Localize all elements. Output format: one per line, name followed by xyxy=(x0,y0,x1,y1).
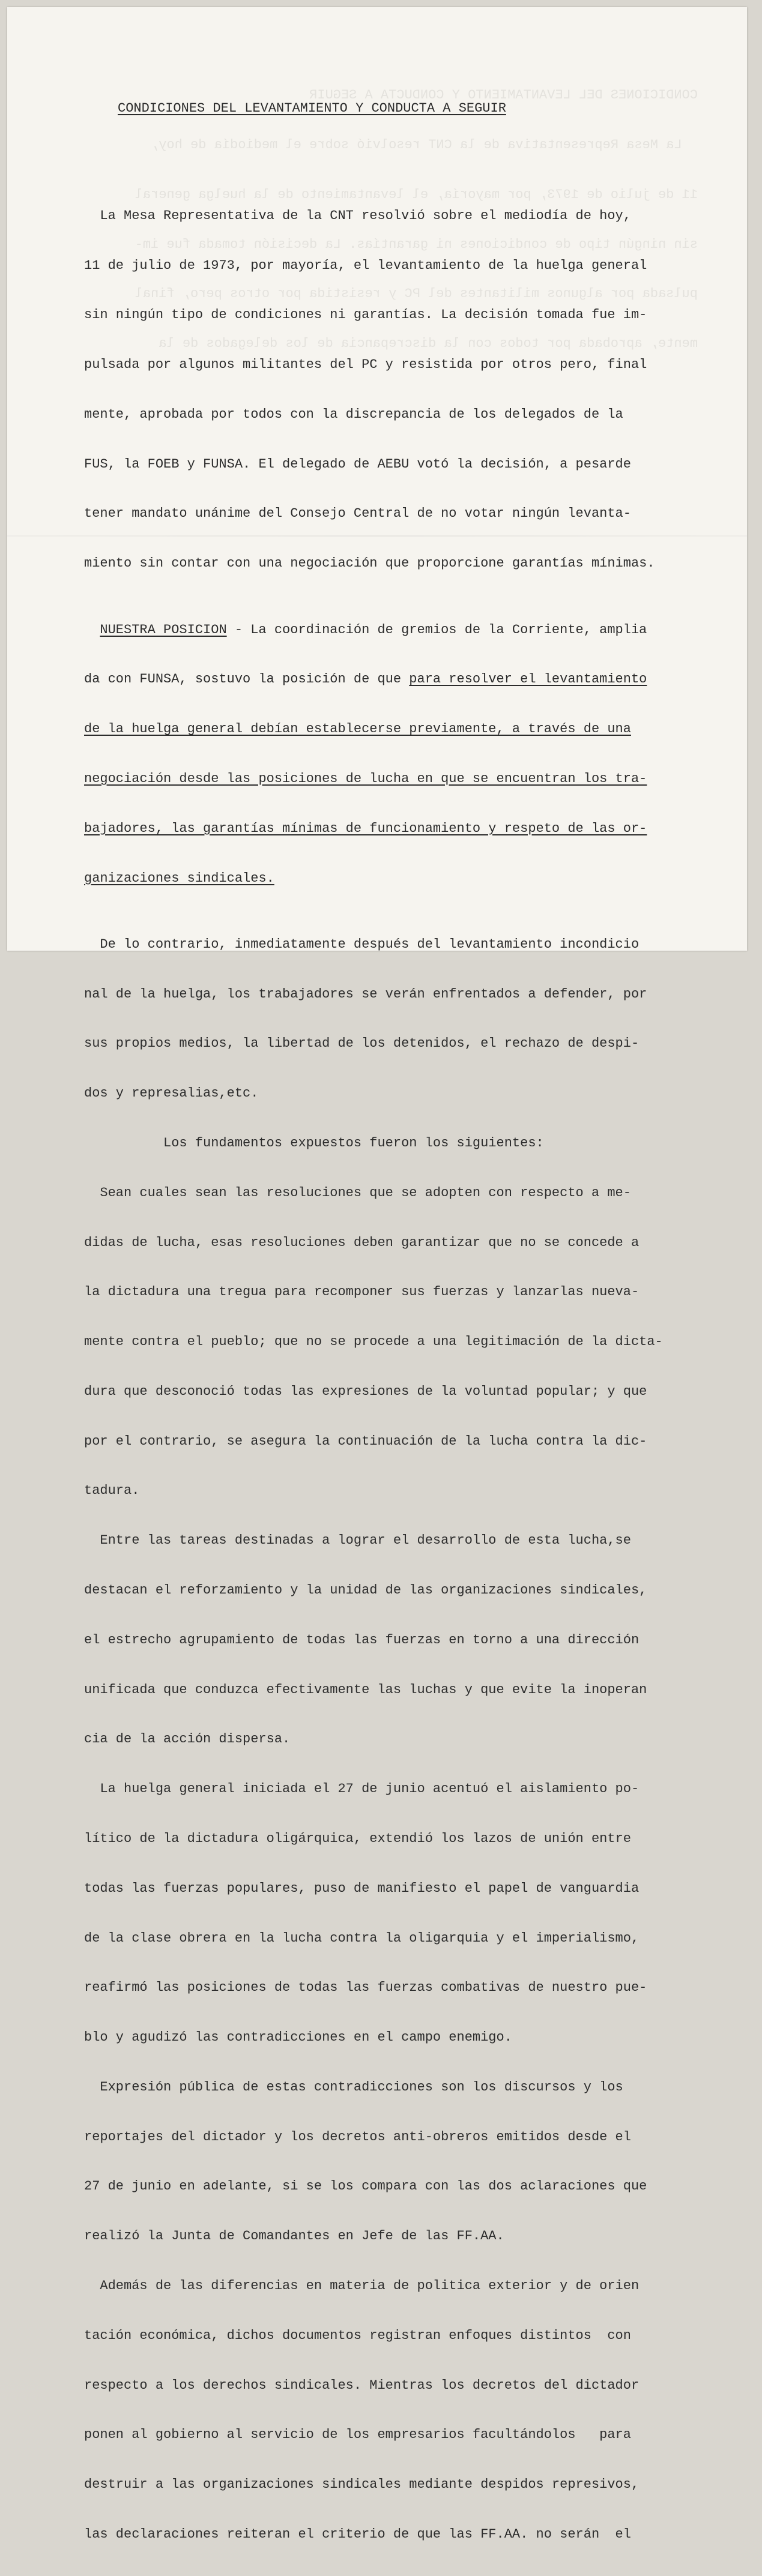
text-line: ponen al gobierno al servicio de los empresarios facultándolos para xyxy=(84,2427,631,2443)
bleed-line: sin ningún tipo de condiciones ni garantías. La decisión tomada fue im- xyxy=(135,236,698,252)
text-line: destacan el reforzamiento y la unidad de las organizaciones sindicales, xyxy=(84,1583,647,1598)
text-line: De lo contrario, inmediatamente después del levantamiento incondicio xyxy=(84,936,640,952)
text-line: La huelga general iniciada el 27 de junio acentuó el aislamiento po- xyxy=(84,1781,640,1797)
text-line: todas las fuerzas populares, puso de manifiesto el papel de vanguardia xyxy=(84,1880,640,1896)
text-line: mente contra el pueblo; que no se procede a una legitimación de la dicta- xyxy=(84,1334,663,1350)
bleed-line: pulsada por algunos militantes del PC y resistida por otros pero, final xyxy=(135,286,698,302)
posicion-line xyxy=(84,622,703,639)
underlined-text-line: negociación desde las posiciones de lucha en que se encuentran los tra- xyxy=(84,771,647,786)
underlined-text: para resolver el levantamiento xyxy=(409,672,647,687)
text-line: Expresión pública de estas contradicciones son los discursos y los xyxy=(84,2079,623,2095)
text-line: realizó la Junta de Comandantes en Jefe de las FF.AA. xyxy=(84,2228,504,2244)
bleed-line: 11 de julio de 1973, por mayoría, el levantamiento de la huelga general xyxy=(135,187,698,202)
text-line: reportajes del dictador y los decretos anti-obreros emitidos desde el xyxy=(84,2129,631,2144)
posicion-text: - La coordinación de gremios de la Corriente, amplia xyxy=(226,622,647,637)
text-line: pulsada por algunos militantes del PC y resistida por otros pero, final xyxy=(84,357,647,373)
text-line: el estrecho agrupamiento de todas las fuerzas en torno a una dirección xyxy=(84,1632,640,1648)
underlined-text-line: de la huelga general debían establecerse previamente, a través de una xyxy=(84,721,631,737)
document-title: CONDICIONES DEL LEVANTAMIENTO Y CONDUCTA A SEGUIR xyxy=(118,101,506,116)
bleed-line: La Mesa Representativa de la CNT resolvió sobre el mediodía de hoy, xyxy=(151,137,698,152)
text-line: destruir a las organizaciones sindicales mediante despidos represivos, xyxy=(84,2477,640,2493)
text-line: Además de las diferencias en materia de politica exterior y de orien xyxy=(84,2278,640,2293)
text-line: dos y represalias,etc. xyxy=(84,1086,259,1101)
text-line: sus propios medios, la libertad de los detenidos, el rechazo de despi- xyxy=(84,1036,640,1052)
text-line: sin ningún tipo de condiciones ni garantías. La decisión tomada fue im- xyxy=(84,307,647,323)
text-line: Sean cuales sean las resoluciones que se adopten con respecto a me- xyxy=(84,1185,631,1200)
text-line: reafirmó las posiciones de todas las fuerzas combativas de nuestro pue- xyxy=(84,1980,647,1996)
document-page xyxy=(7,7,747,2542)
text-line: miento sin contar con una negociación que proporcione garantías mínimas. xyxy=(84,556,655,571)
text-line: mente, aprobada por todos con la discrepancia de los delegados de la xyxy=(84,406,623,422)
text-line: cia de la acción dispersa. xyxy=(84,1732,291,1747)
text-line: blo y agudizó las contradicciones en el campo enemigo. xyxy=(84,2030,512,2045)
text-line: 11 de julio de 1973, por mayoría, el levantamiento de la huelga general xyxy=(84,257,647,273)
text-line: de la clase obrera en la lucha contra la oligarquia y el imperialismo, xyxy=(84,1930,640,1946)
text-line: respecto a los derechos sindicales. Mientras los decretos del dictador xyxy=(84,2377,640,2393)
underlined-text-line: bajadores, las garantías mínimas de funcionamiento y respeto de las or- xyxy=(84,820,647,836)
typewritten-text xyxy=(84,67,703,2576)
text-line: La Mesa Representativa de la CNT resolvió sobre el mediodía de hoy, xyxy=(84,208,631,223)
text-line: la dictadura una tregua para recomponer sus fuerzas y lanzarlas nueva- xyxy=(84,1284,640,1300)
text-line: las declaraciones reiteran el criterio de que las FF.AA. no serán el xyxy=(84,2526,631,2542)
text-line: unificada que conduzca efectivamente las luchas y que evite la inoperan xyxy=(84,1682,647,1697)
text-line: FUS, la FOEB y FUNSA. El delegado de AEBU votó la decisión, a pesarde xyxy=(84,456,631,472)
bleed-line: CONDICIONES DEL LEVANTAMIENTO Y CONDUCTA A SEGUIR xyxy=(309,88,698,103)
text-line: 27 de junio en adelante, si se los compara con las dos aclaraciones que xyxy=(84,2179,647,2194)
text-line: didas de lucha, esas resoluciones deben garantizar que no se concede a xyxy=(84,1235,640,1250)
underlined-text-line: ganizaciones sindicales. xyxy=(84,870,274,886)
text-line: nal de la huelga, los trabajadores se verán enfrentados a defender, por xyxy=(84,986,647,1002)
text-line: Entre las tareas destinadas a lograr el desarrollo de esta lucha,se xyxy=(84,1533,631,1548)
posicion-heading: NUESTRA POSICION xyxy=(100,622,227,637)
text-line: por el contrario, se asegura la continuación de la lucha contra la dic- xyxy=(84,1433,647,1449)
posicion-line xyxy=(84,671,703,688)
text-line: dura que desconoció todas las expresiones de la voluntad popular; y que xyxy=(84,1383,647,1399)
text-line: tación económica, dichos documentos registran enfoques distintos con xyxy=(84,2328,631,2343)
text-line: Los fundamentos expuestos fueron los siguientes: xyxy=(84,1136,544,1151)
text-line: tener mandato unánime del Consejo Central de no votar ningún levanta- xyxy=(84,506,631,522)
text-line: tadura. xyxy=(84,1483,140,1499)
text-line: lítico de la dictadura oligárquica, extendió los lazos de unión entre xyxy=(84,1831,631,1846)
posicion-text: da con FUNSA, sostuvo la posición de que xyxy=(84,672,410,687)
bleed-line: mente, aprobada por todos con la discrepancia de los delegados de la xyxy=(159,336,698,352)
